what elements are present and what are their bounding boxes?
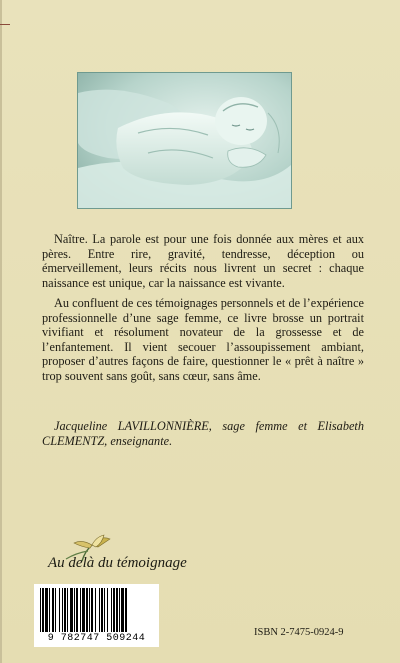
barcode-bar: [67, 588, 68, 632]
barcode: [34, 584, 159, 647]
barcode-bar: [52, 588, 54, 632]
barcode-bar: [62, 588, 63, 632]
barcode-bar: [113, 588, 115, 632]
blurb-paragraph-1: Naître. La parole est pour une fois donnée aux mères et aux pères. Entre rire, gravité, tendresse, déception ou émerveillement, leurs récits nous livrent un secret : chaque naissance est unique, car la naissance est vivante.: [42, 232, 364, 290]
authors-line: Jacqueline LAVILLONNIÈRE, sage femme et Elisabeth CLEMENTZ, enseignante.: [42, 419, 364, 448]
barcode-bar: [74, 588, 75, 632]
collection-name: Au delà du témoignage: [48, 555, 187, 571]
barcode-bars: [38, 588, 155, 632]
barcode-bar: [86, 588, 88, 632]
barcode-bar: [121, 588, 124, 632]
barcode-bar: [64, 588, 66, 632]
barcode-bar: [89, 588, 90, 632]
barcode-bar: [91, 588, 93, 632]
barcode-bar: [116, 588, 118, 632]
barcode-bar: [119, 588, 120, 632]
barcode-bar: [82, 588, 85, 632]
cover-photo: [77, 72, 292, 209]
barcode-bar: [95, 588, 96, 632]
barcode-bar: [107, 588, 108, 632]
barcode-bar: [101, 588, 103, 632]
collection-logo: [48, 533, 228, 581]
barcode-bar: [70, 588, 73, 632]
barcode-bar: [42, 588, 44, 632]
barcode-bar: [59, 588, 60, 632]
barcode-bar: [40, 588, 41, 632]
barcode-bar: [104, 588, 105, 632]
barcode-bar: [55, 588, 56, 632]
barcode-bar: [125, 588, 127, 632]
isbn-number: ISBN 2-7475-0924-9: [254, 627, 344, 638]
barcode-bar: [99, 588, 100, 632]
barcode-bar: [80, 588, 81, 632]
barcode-bar: [111, 588, 112, 632]
cover-edge: [0, 0, 2, 663]
barcode-bar: [45, 588, 48, 632]
barcode-bar: [76, 588, 78, 632]
corner-mark: [0, 24, 10, 25]
barcode-bar: [49, 588, 50, 632]
barcode-digits: 9 782747 509244: [47, 633, 146, 644]
baby-photo-illustration: [78, 73, 291, 208]
blurb-paragraph-2: Au confluent de ces témoignages personnels et de l’expérience professionnelle d’une sage femme, ce livre brosse un portrait vivifiant et résolument novateur de la grossesse et de l’enfantement. Il vient secouer l’assoupissement ambiant, proposer d’autres façons de faire, questionner le « prêt à naître » trop souvent sans goût, sans cœur, sans âme.: [42, 296, 364, 383]
